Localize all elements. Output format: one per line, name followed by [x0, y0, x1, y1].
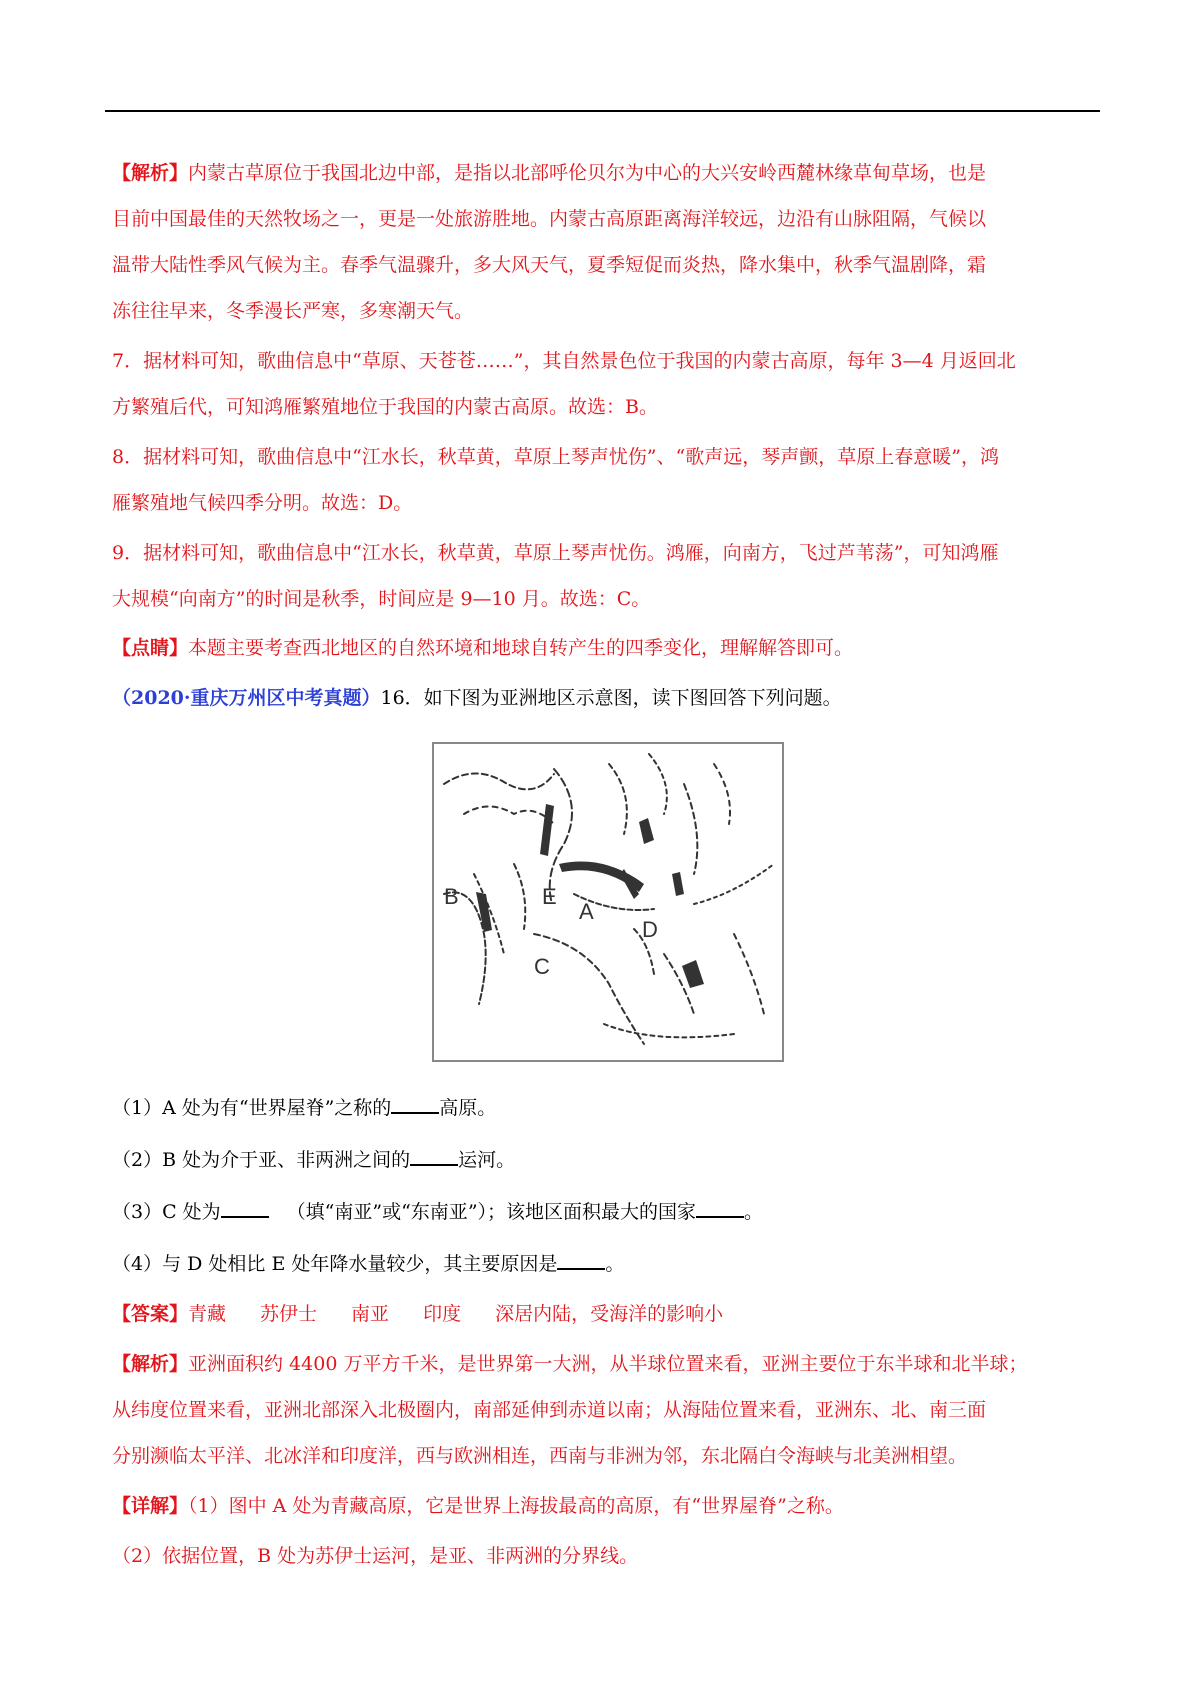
comment-line: 【点睛】本题主要考查西北地区的自然环境和地球自转产生的四季变化，理解解答即可。 — [112, 637, 854, 659]
answer-line: 【答案】青藏 苏伊士 南亚 印度 深居内陆，受海洋的影响小 — [112, 1303, 724, 1325]
map-label-e: E — [542, 884, 557, 909]
map-label-b: B — [444, 884, 459, 909]
sub-question-3: （3）C 处为 （填“南亚”或“东南亚”）；该地区面积最大的国家 。 — [112, 1189, 1097, 1235]
blank-3 — [221, 1198, 269, 1218]
answer-9-line-2: 大规模“向南方”的时间是秋季，时间应是 9—10 月。故选：C。 — [112, 588, 651, 610]
map-label-a: A — [579, 899, 594, 924]
blank-1 — [391, 1094, 439, 1114]
detail-line-1: 【详解】（1）图中 A 处为青藏高原，它是世界上海拔最高的高原，有“世界屋脊”之称。 — [112, 1495, 844, 1517]
map-label-d: D — [642, 917, 658, 942]
sub-question-4: （4）与 D 处相比 E 处年降水量较少，其主要原因是 。 — [112, 1241, 1097, 1287]
asia-map — [432, 742, 784, 1062]
header-rule — [105, 110, 1100, 112]
map-label-c: C — [534, 954, 550, 979]
sub-question-2: （2）B 处为介于亚、非两洲之间的 运河。 — [112, 1137, 1097, 1183]
analysis-1-line-1: 【解析】内蒙古草原位于我国北边中部，是指以北部呼伦贝尔为中心的大兴安岭西麓林缘草甸草场，也是 — [112, 162, 987, 184]
analysis-1-line-3: 温带大陆性季风气候为主。春季气温骤升，多大风天气，夏季短促而炎热，降水集中，秋季气温剧降，霜 — [112, 254, 987, 276]
analysis-1-line-2: 目前中国最佳的天然牧场之一，更是一处旅游胜地。内蒙古高原距离海洋较远，边沿有山脉阻隔，气候以 — [112, 208, 987, 230]
answer-7-line-1: 7．据材料可知，歌曲信息中“草原、天苍苍……”，其自然景色位于我国的内蒙古高原，每年 3—4 月返回北 — [112, 350, 1016, 372]
detail-line-2: （2）依据位置，B 处为苏伊士运河，是亚、非两洲的分界线。 — [112, 1545, 639, 1567]
analysis-2-line-2: 从纬度位置来看，亚洲北部深入北极圈内，南部延伸到赤道以南；从海陆位置来看，亚洲东、北、南三面 — [112, 1399, 987, 1421]
answer-8-line-1: 8．据材料可知，歌曲信息中“江水长，秋草黄，草原上琴声忧伤”、“歌声远，琴声颤，草原上春意暖”，鸿 — [112, 446, 999, 468]
blank-2 — [410, 1146, 458, 1166]
answer-8-line-2: 雁繁殖地气候四季分明。故选：D。 — [112, 492, 413, 514]
analysis-1-line-4: 冻往往早来，冬季漫长严寒，多寒潮天气。 — [112, 300, 474, 322]
answer-9-line-1: 9．据材料可知，歌曲信息中“江水长，秋草黄，草原上琴声忧伤。鸿雁，向南方，飞过芦苇荡”，可知鸿雁 — [112, 542, 999, 564]
asia-map-drawing — [434, 744, 782, 1060]
sub-question-1: （1）A 处为有“世界屋脊”之称的 高原。 — [112, 1085, 1097, 1131]
question-16-header: （2020·重庆万州区中考真题）16．如下图为亚洲地区示意图，读下图回答下列问题。 — [112, 687, 842, 709]
analysis-2-line-1: 【解析】亚洲面积约 4400 万平方千米，是世界第一大洲，从半球位置来看，亚洲主要位于东半球和北半球； — [112, 1353, 1028, 1375]
blank-4 — [696, 1198, 744, 1218]
blank-5 — [557, 1250, 605, 1270]
question-source: （2020·重庆万州区中考真题） — [112, 687, 381, 709]
analysis-2-line-3: 分别濒临太平洋、北冰洋和印度洋，西与欧洲相连，西南与非洲为邻，东北隔白令海峡与北美洲相望。 — [112, 1445, 968, 1467]
answer-7-line-2: 方繁殖后代，可知鸿雁繁殖地位于我国的内蒙古高原。故选：B。 — [112, 396, 658, 418]
